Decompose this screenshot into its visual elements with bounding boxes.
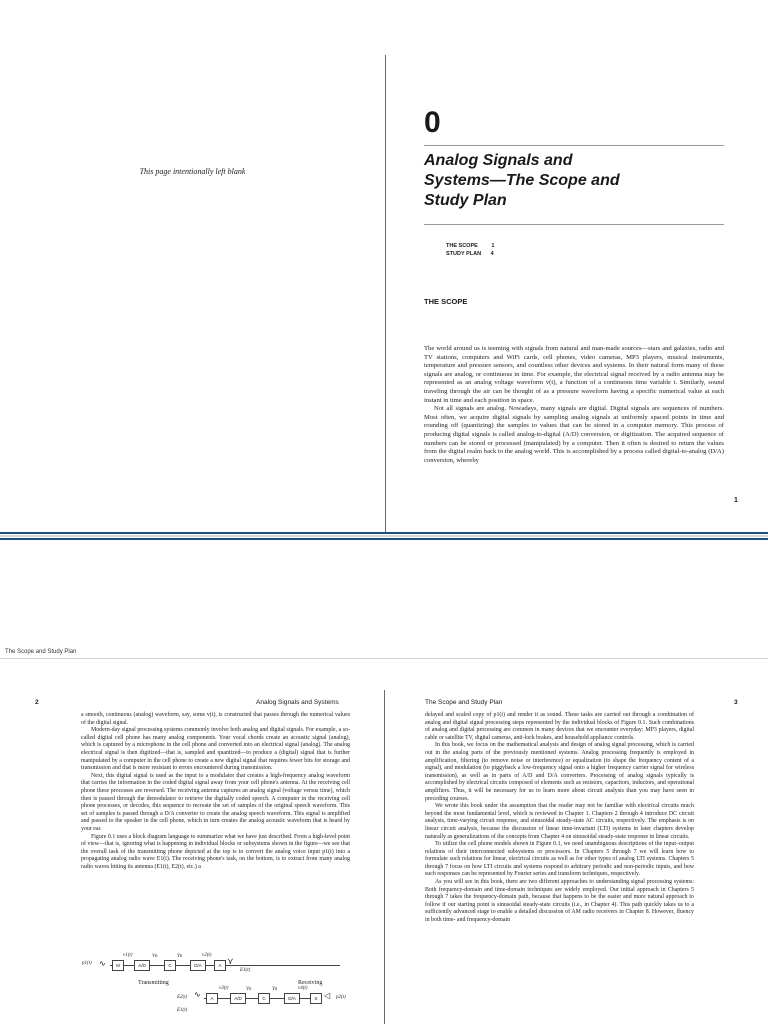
paragraph: As you will see in this book, there are two different approaches to understanding signal processing systems: Both frequency-domain and time-domain techniques are widely employed. Our initial approach in Chapters 5 through 7 takes the frequency-domain path, because that happens to be the easier and more natural approach to follow if our starting point is sinusoidal steady-state circuits (i.e., in Chapter 4). This path quickly takes us to a sufficiently advanced stage to enable a detailed discussion of AM radio receivers in Chapter 8. However, fluency in both time- and frequency-domain — [425, 879, 694, 924]
signal-label: Yn — [272, 987, 278, 992]
signal-label: E1(t) — [240, 968, 251, 973]
signal-label: E2(t) — [177, 995, 188, 1000]
blank-page-note: This page intentionally left blank — [139, 167, 246, 176]
separator-bar — [0, 538, 768, 540]
section-heading: THE SCOPE — [424, 297, 468, 306]
signal-label: Vn — [152, 954, 158, 959]
block: D/A — [284, 993, 300, 1004]
paragraph: Modern-day signal processing systems commonly involve both analog and digital signals. For example, a so-called digital cell phone has many analog components. Your vocal chords create an acoustic signal (analog), which is captured by a microphone in the cell phone and converted into an electrical signal (analog). The analog electrical signal is then digitized—that is, sampled and quantized—to produce a (digital) signal that is further manipulated by a computer in the cell phone to create a new digital signal that requires fewer bits for storage and transmission and that is more resistant to errors encountered during transmission. — [81, 727, 350, 772]
receive-label: Receiving — [298, 980, 323, 986]
chapter-toc — [446, 242, 494, 258]
block: A — [206, 993, 218, 1004]
left-page-blank — [0, 0, 385, 532]
toc-entry-page: 4 — [490, 251, 494, 257]
antenna-icon: ⋎ — [227, 956, 234, 966]
wave-icon: ∿ — [194, 990, 201, 999]
figure-block-diagram — [82, 953, 352, 1024]
paragraph: delayed and scaled copy of p1(t) and render it as sound. These tasks are carried out through a combination of analog and digital signal processing steps represented by the individual blocks of Figure 0.1. Such combinations of analog and digital processing are common in many devices that we encounter everyday: MP3 players, digital cable or satellite TV, digital cameras, anti-lock brakes, and household appliance controls. — [425, 712, 694, 741]
signal-label: E1(t) — [177, 1008, 188, 1013]
paragraph: Next, this digital signal is used as the input to a modulator that creates a high-frequency analog waveform that carries the information in the coded digital signal away from your cell phone's antenna. At the receiving cell phone these processes are reversed. The receiving antenna captures an analog signal (voltage versus time), which then is passed through the demodulator to retrieve the digitally coded speech. A computer in the receiving cell phone processes, or decodes, this sequence to recreate the set of samples of the original speech waveform. This set of samples is passed through a D/A converter to create the analog speech waveform. This signal is amplified and passed to the speaker in the cell phone, which in turn creates the analog acoustic waveform that is heard by your ear. — [81, 772, 350, 832]
block: M — [112, 960, 124, 971]
toc-entry-page: 1 — [491, 243, 495, 249]
page-number: 2 — [35, 699, 39, 706]
title-rule — [424, 224, 724, 225]
toc-entry-title: STUDY PLAN — [446, 251, 482, 257]
running-head: Analog Signals and Systems — [256, 699, 339, 706]
block: A/D — [230, 993, 246, 1004]
chapter-number: 0 — [424, 106, 441, 139]
paragraph: a smooth, continuous (analog) waveform, say, some v(t), is constructed that passes through the numerical values of the digital signal. — [81, 712, 350, 726]
paragraph: Not all signals are analog. Nowadays, many signals are digital. Digital signals are sequences of numbers. Most often, we acquire digital signals by sampling analog signals at uniformly spaced points in time and rounding off (quantizing) the samples to values that can be stored in a computer memory. This process of producing digital signals is called analog-to-digital (A/D) conversion, or digitization. The acquired sequence of numbers can be stored or processed (manipulated) by a computer. Then it often is desired to return the values from the digital realm back to the analog world. This is accomplished by a process called digital-to-analog (D/A) conversion, whereby — [424, 405, 724, 464]
window-title: The Scope and Study Plan — [5, 649, 77, 655]
bottom-window-titlebar[interactable] — [0, 648, 768, 659]
paragraph: Figure 0.1 uses a block diagram language to summarize what we have just described. From a high-level point of view—that is, ignoring what is happening in individual blocks or subsystems shown in the figure—we see that the overall task of the transmitting phone depicted at the top is to convert the analog voice input p1(t) into a propagating analog radio wave E1(t). The receiving phone's task, on the bottom, is to extract from many analog radio waves hitting its antenna (E1(t), E2(t), etc.) a — [81, 833, 350, 870]
signal-label: Yn — [177, 954, 183, 959]
chapter-title-line: Study Plan — [424, 192, 507, 209]
paragraph: We wrote this book under the assumption that the reader may not be familiar with electrical circuits much beyond the most fundamental level, which is reviewed in Chapter 1. Chapters 2 through 4 introduce DC circuit analysis, time-varying circuit response, and sinusoidal steady-state AC circuits, respectively. The emphasis is on linear circuit analysis, because the discussion of linear time-invariant (LTI) systems in later chapters develop naturally as generalizations of the concepts from Chapter 4 on sinusoidal steady-state response in linear circuits. — [425, 803, 694, 840]
page-2 — [0, 660, 384, 1024]
paragraph: To utilize the cell phone models shown in Figure 0.1, we need unambiguous descriptions of the input–output relations of their interconnected subsystems or processors. In Chapters 5 through 7 we will learn how to formulate such relations for linear, electrical circuits as well as for other types of analog LTI systems. Chapters 5 through 7 focus on how LTI circuits and systems respond to arbitrary periodic and non-periodic inputs, and how such responses can be represented by Fourier series and transform techniques, respectively. — [425, 841, 694, 878]
separator-bar — [0, 535, 768, 537]
paragraph: In this book, we focus on the mathematical analysis and design of analog signal processing, which is carried out in the analog parts of the previously mentioned systems. Analog processing frequently is employed in amplification, filtering (to remove noise or interference) or equalization (to shape the frequency content of a signal), and modulation (to piggyback a low-frequency signal onto a higher frequency carrier signal for wireless transmission), as well as in parts of A/D and D/A converters. Processing of analog signals typically is accomplished by electrical circuits composed of elements such as resistors, capacitors, inductors, and operational amplifiers. Thus, it will be necessary for us to learn more about circuit analysis than you may have seen in preceding courses. — [425, 742, 694, 802]
block: C — [164, 960, 176, 971]
speaker-icon: ◁ — [324, 991, 331, 1000]
page-separator — [0, 532, 768, 541]
block: A/D — [134, 960, 150, 971]
signal-label: v2(t) — [202, 953, 212, 958]
chapter-title-line: Analog Signals and — [424, 152, 573, 169]
block: A — [214, 960, 226, 971]
signal-label: p1(t) — [82, 961, 92, 966]
right-page-chapter-opener — [386, 0, 768, 532]
toc-entry — [446, 250, 494, 258]
page-3 — [385, 660, 768, 1024]
signal-label: Vn — [246, 987, 252, 992]
toc-entry-title: THE SCOPE — [446, 243, 478, 249]
transmit-label: Transmitting — [138, 980, 169, 986]
block: C — [258, 993, 270, 1004]
chapter-title — [424, 151, 744, 211]
page-number: 1 — [734, 497, 738, 504]
page-number: 3 — [734, 699, 738, 706]
wave-icon: ∿ — [99, 959, 106, 968]
running-head: The Scope and Study Plan — [425, 699, 503, 706]
signal-label: p2(t) — [336, 995, 346, 1000]
signal-label: v3(t) — [219, 986, 229, 991]
chapter-rule — [424, 145, 724, 146]
block: S — [310, 993, 322, 1004]
signal-label: v4(t) — [298, 986, 308, 991]
chapter-title-line: Systems—The Scope and — [424, 172, 620, 189]
signal-label: v1(t) — [123, 953, 133, 958]
separator-bar — [0, 532, 768, 534]
chapter-body-text — [424, 345, 724, 465]
paragraph: The world around us is teeming with signals from natural and man-made sources—stars and galaxies, radio and TV stations, computers and WiFi cards, cell phones, video cameras, MP3 players, musical instruments, temperature and pressure sensors, and countless other devices and systems. In their natural form many of these signals are analog, or continuous in time. For example, the electrical signal received by a radio antenna may be represented as an analog voltage waveform v(t), a function of a continuous time variable t. Similarly, sound traveling through the air can be thought of as a pressure waveform having a specific numerical value at each instant in time and each position in space. — [424, 345, 724, 404]
block: D/A — [190, 960, 206, 971]
toc-entry — [446, 242, 494, 250]
page-3-body-text — [425, 712, 694, 925]
page-2-body-text — [81, 712, 350, 871]
